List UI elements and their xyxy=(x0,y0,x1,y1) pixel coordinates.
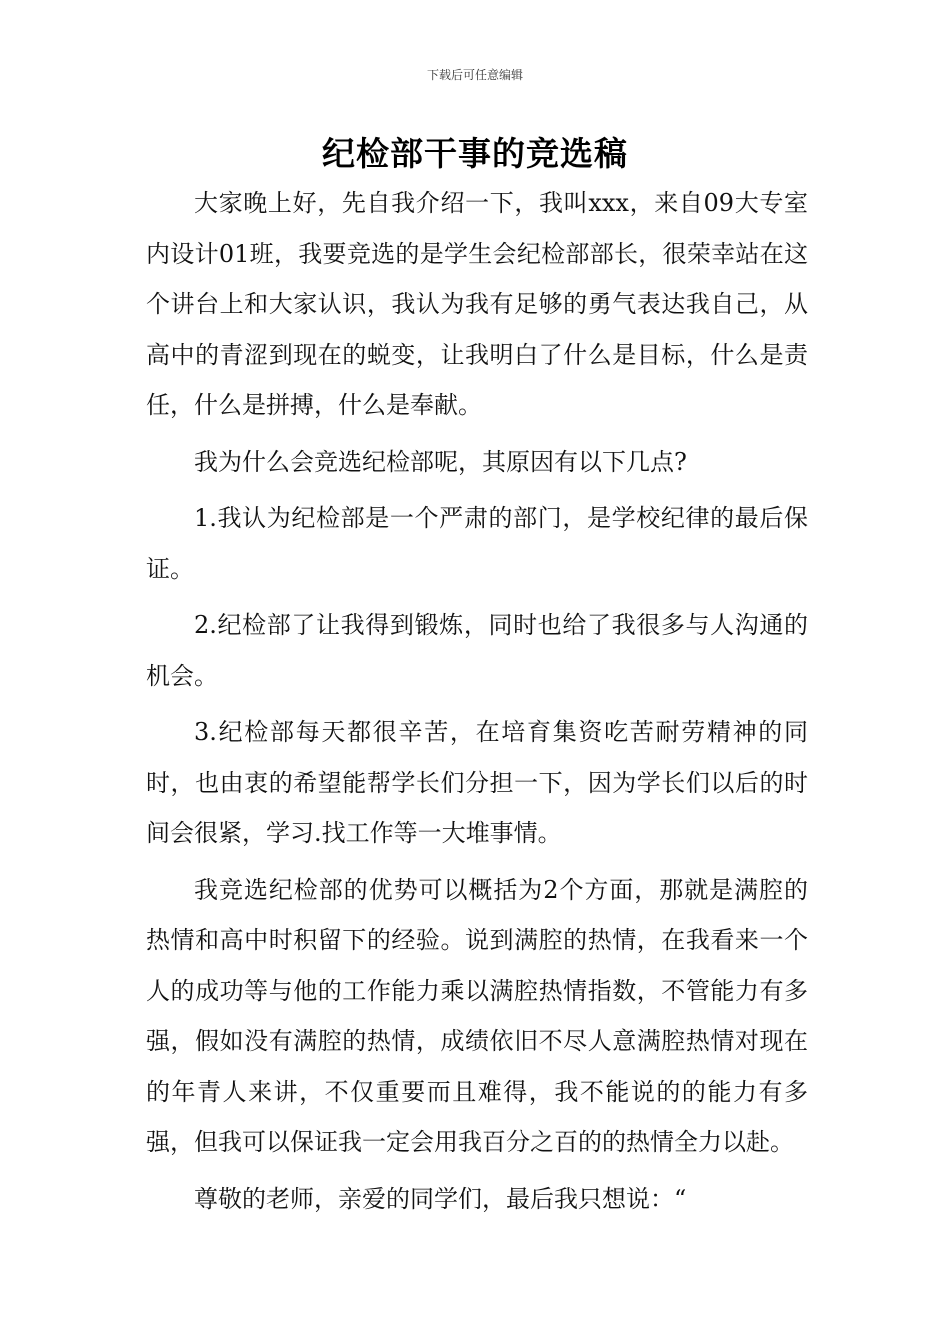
paragraph-reason-2: 2.纪检部了让我得到锻炼，同时也给了我很多与人沟通的机会。 xyxy=(146,611,808,690)
paragraph-advantages: 我竞选纪检部的优势可以概括为2个方面，那就是满腔的热情和高中时积留下的经验。说到满腔的热情，在我看来一个人的成功等与他的工作能力乘以满腔热情指数，不管能力有多强，假如没有满腔的热情，成绩依旧不尽人意满腔热情对现在的年青人来讲，不仅重要而且难得，我不能说的的能力有多强，但我可以保证我一定会用我百分之百的的热情全力以赴。 xyxy=(146,875,808,1156)
document-body xyxy=(146,178,808,1224)
paragraph-reason-3: 3.纪检部每天都很辛苦，在培育集资吃苦耐劳精神的同时，也由衷的希望能帮学长们分担一下，因为学长们以后的时间会很紧，学习.找工作等一大堆事情。 xyxy=(146,718,808,847)
paragraph-reason-1: 1.我认为纪检部是一个严肃的部门，是学校纪律的最后保证。 xyxy=(146,504,808,583)
paragraph-reasons-question: 我为什么会竞选纪检部呢，其原因有以下几点? xyxy=(194,447,687,476)
header-note: 下载后可任意编辑 xyxy=(426,68,523,82)
paragraph-closing: 尊敬的老师，亲爱的同学们，最后我只想说：“ xyxy=(194,1184,687,1213)
document-title: 纪检部干事的竞选稿 xyxy=(322,134,628,173)
paragraph-intro: 大家晚上好，先自我介绍一下，我叫xxx，来自09大专室内设计01班，我要竞选的是学生会纪检部部长，很荣幸站在这个讲台上和大家认识，我认为我有足够的勇气表达我自己，从高中的青涩到现在的蜕变，让我明白了什么是目标，什么是责任，什么是拼搏，什么是奉献。 xyxy=(146,189,808,419)
